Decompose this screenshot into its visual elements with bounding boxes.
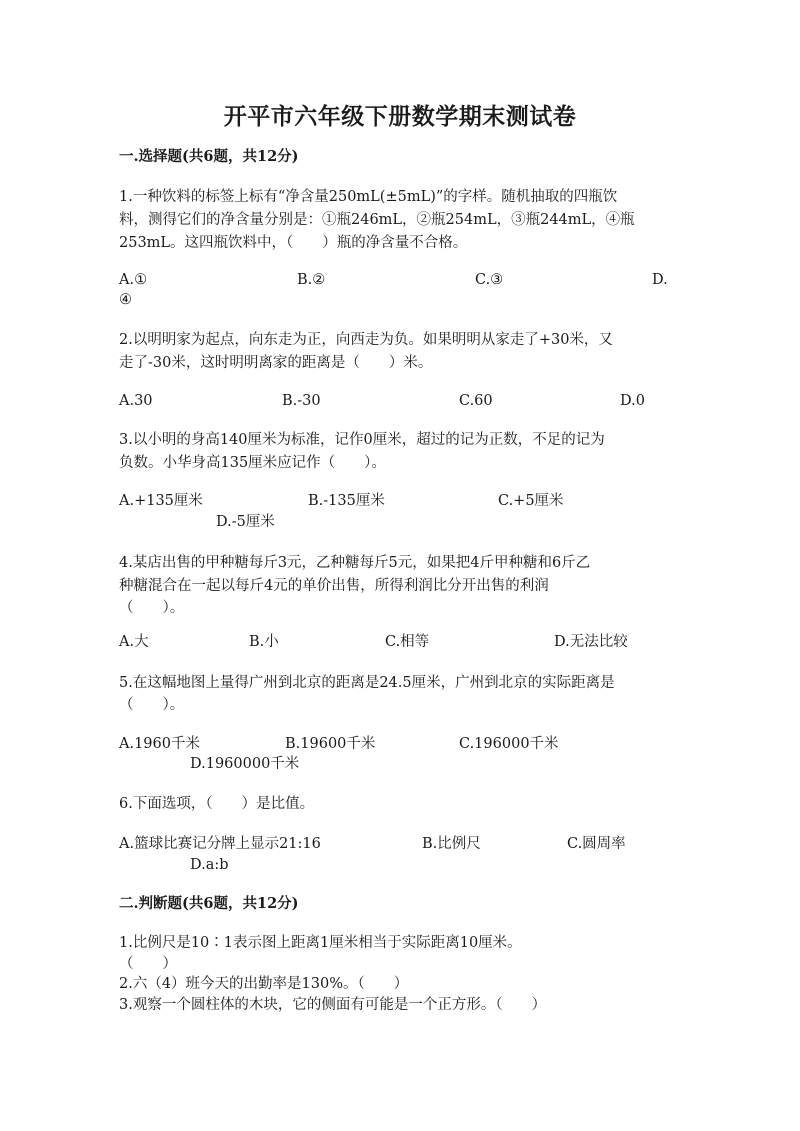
question-3-line-1: 3.以小明的身高140厘米为标准，记作0厘米，超过的记为正数，不足的记为 [119, 432, 605, 448]
question-4-option-c[interactable]: C.相等 [385, 634, 430, 650]
question-6-option-b[interactable]: B.比例尺 [422, 836, 481, 852]
question-4-line-1: 4.某店出售的甲种糖每斤3元，乙种糖每斤5元，如果把4斤甲种糖和6斤乙 [119, 555, 591, 571]
question-4-line-3: （ ）。 [119, 600, 185, 616]
question-2-option-b[interactable]: B.-30 [282, 393, 321, 409]
judgement-1-line-2: （ ） [119, 956, 177, 972]
question-2-line-2: 走了-30米，这时明明离家的距离是（ ）米。 [119, 355, 433, 371]
question-1-line-2: 料，测得它们的净含量分别是：①瓶246mL，②瓶254mL，③瓶244mL，④瓶 [119, 212, 635, 228]
question-2-line-1: 2.以明明家为起点，向东走为正，向西走为负。如果明明从家走了+30米，又 [119, 332, 613, 348]
question-1-option-b[interactable]: B.② [297, 272, 326, 288]
judgement-3: 3.观察一个圆柱体的木块，它的侧面有可能是一个正方形。（ ） [119, 997, 547, 1013]
question-2-option-a[interactable]: A.30 [119, 393, 153, 409]
question-2-option-d[interactable]: D.0 [620, 393, 645, 409]
question-1-option-d-continued[interactable]: ④ [119, 292, 132, 308]
question-1-option-a[interactable]: A.① [119, 272, 148, 288]
page-title: 开平市六年级下册数学期末测试卷 [223, 103, 577, 130]
question-3-option-c[interactable]: C.+5厘米 [498, 493, 564, 509]
section-heading-choice: 一.选择题(共6题，共12分) [119, 148, 299, 165]
question-5-option-c[interactable]: C.196000千米 [459, 736, 559, 752]
question-4-option-b[interactable]: B.小 [249, 634, 279, 650]
question-1-option-d[interactable]: D. [652, 272, 668, 288]
question-3-line-2: 负数。小华身高135厘米应记作（ ）。 [119, 455, 386, 471]
question-6-option-d[interactable]: D.a:b [190, 857, 229, 873]
question-5-option-d[interactable]: D.1960000千米 [190, 756, 300, 772]
section-heading-judgement: 二.判断题(共6题，共12分) [119, 895, 299, 912]
question-1-line-1: 1.一种饮料的标签上标有“净含量250mL(±5mL)”的字样。随机抽取的四瓶饮 [119, 189, 618, 205]
judgement-1-line-1: 1.比例尺是10∶1表示图上距离1厘米相当于实际距离10厘米。 [119, 935, 522, 951]
question-6-line-1: 6.下面选项，（ ）是比值。 [119, 796, 315, 812]
question-5-line-2: （ ）。 [119, 697, 185, 713]
question-3-option-a[interactable]: A.+135厘米 [119, 493, 203, 509]
question-4-line-2: 种糖混合在一起以每斤4元的单价出售，所得利润比分开出售的利润 [119, 578, 549, 594]
judgement-2: 2.六（4）班今天的出勤率是130%。（ ） [119, 976, 409, 992]
question-5-option-b[interactable]: B.19600千米 [285, 736, 376, 752]
question-2-option-c[interactable]: C.60 [459, 393, 493, 409]
question-6-option-c[interactable]: C.圆周率 [567, 836, 626, 852]
question-3-option-b[interactable]: B.-135厘米 [308, 493, 385, 509]
question-4-option-a[interactable]: A.大 [119, 634, 149, 650]
question-1-option-c[interactable]: C.③ [475, 272, 504, 288]
question-5-line-1: 5.在这幅地图上量得广州到北京的距离是24.5厘米，广州到北京的实际距离是 [119, 675, 615, 691]
question-1-line-3: 253mL。这四瓶饮料中，（ ）瓶的净含量不合格。 [119, 235, 468, 251]
question-4-option-d[interactable]: D.无法比较 [554, 634, 628, 650]
question-6-option-a[interactable]: A.篮球比赛记分牌上显示21:16 [119, 836, 321, 852]
question-3-option-d[interactable]: D.-5厘米 [216, 514, 275, 530]
question-5-option-a[interactable]: A.1960千米 [119, 736, 200, 752]
